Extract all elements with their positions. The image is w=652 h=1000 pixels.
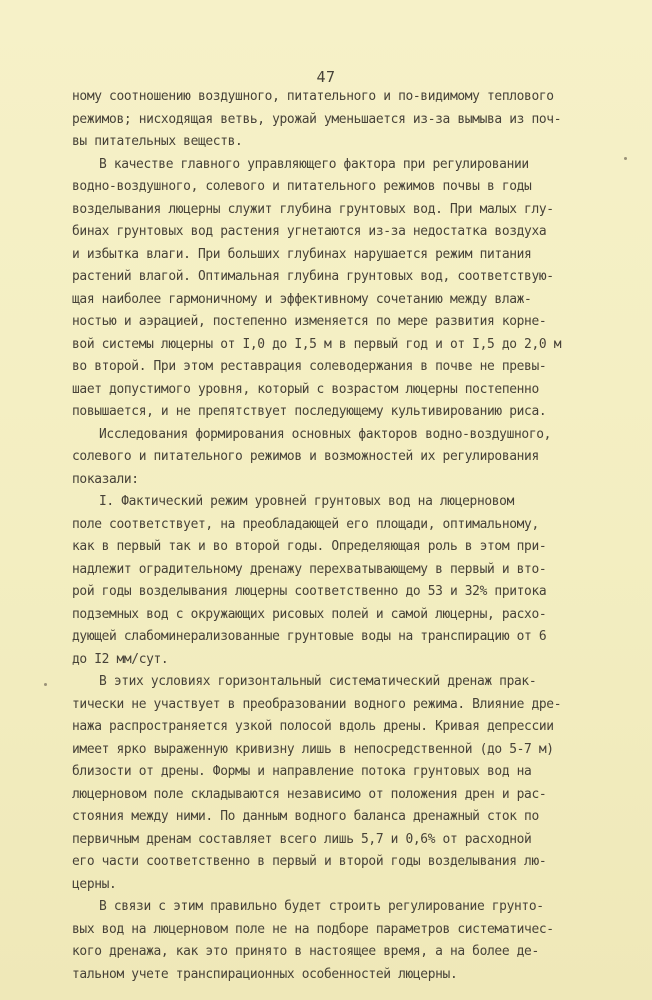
text-line: до I2 мм/сут.	[72, 651, 169, 667]
text-line: ному соотношению воздушного, питательного и по-видимому теплового	[72, 89, 554, 104]
ink-speck	[44, 683, 47, 686]
text-line: показали:	[72, 471, 139, 487]
text-line: В связи с этим правильно будет строить регулирование грунто-	[99, 899, 544, 914]
text-line: режимов; нисходящая ветвь, урожай уменьшается из-за вымыва из поч-	[72, 111, 562, 127]
text-line: водно-воздушного, солевого и питательного режимов почвы в годы	[72, 179, 532, 194]
text-line: вых вод на люцерновом поле не на подборе параметров систематичес-	[72, 921, 554, 937]
text-line: рой годы возделывания люцерны соответственно до 53 и 32% притока	[72, 584, 547, 599]
text-line: щая наиболее гармоничному и эффективному сочетанию между влаж-	[72, 291, 532, 307]
text-line: нажа распространяется узкой полосой вдоль дрены. Кривая депрессии	[72, 719, 554, 734]
text-line: во второй. При этом реставрация солеводержания в почве не превы-	[72, 359, 547, 374]
text-line: дующей слабоминерализованные грунтовые воды на транспирацию от 6	[72, 629, 547, 644]
text-line: солевого и питательного режимов и возможностей их регулирования	[72, 449, 539, 464]
text-line: как в первый так и во второй годы. Определяющая роль в этом при-	[72, 539, 547, 554]
text-line: повышается, и не препятствует последующему культивированию риса.	[72, 404, 547, 419]
text-line: надлежит оградительному дренажу перехватывающему в первый и вто-	[72, 561, 547, 577]
text-line: кого дренажа, как это принято в настоящее время, а на более де-	[72, 944, 539, 959]
text-line: люцерновом поле складываются независимо от положения дрен и рас-	[72, 786, 547, 802]
text-line: тически не участвует в преобразовании водного режима. Влияние дре-	[72, 696, 562, 712]
text-line: стояния между ними. По данным водного баланса дренажный сток по	[72, 809, 539, 824]
text-line: бинах грунтовых вод растения угнетаются из-за недостатка воздуха	[72, 224, 547, 239]
page-number: 47	[316, 68, 336, 86]
text-line: тальном учете транспирационных особенностей люцерны.	[72, 966, 458, 982]
text-line: вы питательных веществ.	[72, 134, 243, 149]
text-line: Исследования формирования основных факторов водно-воздушного,	[99, 426, 552, 442]
text-line: ностью и аэрацией, постепенно изменяется по мере развития корне-	[72, 314, 547, 329]
text-line: имеет ярко выраженную кривизну лишь в непосредственной (до 5-7 м)	[72, 741, 554, 757]
text-line: В качестве главного управляющего фактора при регулировании	[99, 156, 529, 172]
text-line: поле соответствует, на преобладающей его площади, оптимальному,	[72, 516, 539, 532]
text-line: близости от дрены. Формы и направление потока грунтовых вод на	[72, 764, 532, 779]
text-line: растений влагой. Оптимальная глубина грунтовых вод, соответствую-	[72, 269, 554, 284]
text-line: I. Фактический режим уровней грунтовых вод на люцерновом	[99, 494, 515, 509]
text-line: шает допустимого уровня, который с возрастом люцерны постепенно	[72, 381, 539, 397]
text-line: и избытка влаги. При больших глубинах нарушается режим питания	[72, 246, 532, 262]
text-line: возделывания люцерны служит глубина грунтовых вод. При малых глу-	[72, 201, 554, 217]
text-line: церны.	[72, 876, 117, 892]
ink-speck	[624, 157, 627, 160]
text-line: подземных вод с окружающих рисовых полей и самой люцерны, расхо-	[72, 606, 547, 622]
text-line: В этих условиях горизонтальный систематический дренаж прак-	[99, 674, 537, 689]
body-text	[72, 86, 632, 986]
text-line: вой системы люцерны от I,0 до I,5 м в первый год и от I,5 до 2,0 м	[72, 336, 562, 352]
text-line: первичным дренам составляет всего лишь 5,7 и 0,6% от расходной	[72, 831, 532, 847]
text-line: его части соответственно в первый и второй годы возделывания лю-	[72, 854, 547, 869]
